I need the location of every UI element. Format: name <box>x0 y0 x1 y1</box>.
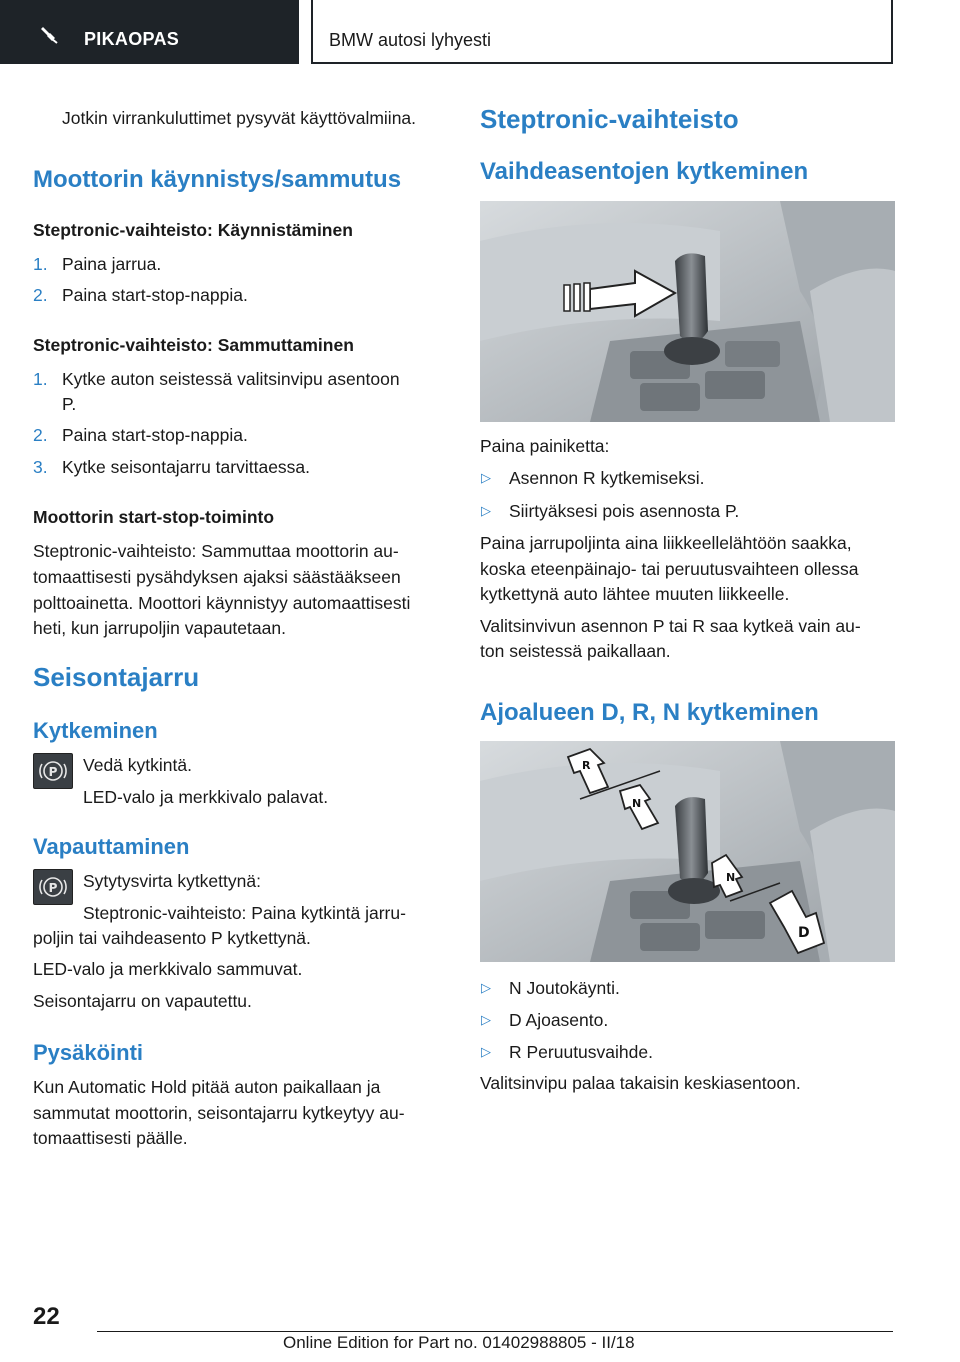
step-text: Kytke auton seistessä valitsinvipu asentoon <box>62 369 400 389</box>
footer-divider <box>97 1331 893 1332</box>
page-number: 22 <box>33 1303 60 1330</box>
triangle-bullet-icon: ▷ <box>481 1012 491 1027</box>
step-text: Paina start-stop-nappia. <box>62 425 248 445</box>
paragraph-line: Kun Automatic Hold pitää auton paikallaan ja <box>33 1077 381 1097</box>
step-text: P. <box>62 394 77 414</box>
step-text: Kytke seisontajarru tarvittaessa. <box>62 457 311 477</box>
paragraph-line: Paina painiketta: <box>480 436 610 456</box>
paragraph-line: koska eteenpäinajo- tai peruutusvaihteen ollessa <box>480 559 859 579</box>
triangle-bullet-icon: ▷ <box>481 1044 491 1059</box>
bullet-text: R Peruutusvaihde. <box>509 1042 653 1062</box>
svg-text:P: P <box>48 881 58 895</box>
step-number: 3. <box>33 457 48 477</box>
heading-moottori: Moottorin käynnistys/sammutus <box>33 166 402 193</box>
heading-ajoalue: Ajoalueen D, R, N kytkeminen <box>480 699 819 726</box>
paragraph-line: sammutat moottorin, seisontajarru kytkeytyy au‐ <box>33 1103 405 1123</box>
paragraph-line: Seisontajarru on vapautettu. <box>33 991 252 1011</box>
bullet-text: N Joutokäynti. <box>509 978 620 998</box>
section-tab[interactable] <box>311 0 893 64</box>
step-number: 2. <box>33 425 48 445</box>
svg-text:P: P <box>48 765 58 779</box>
drive-range-photo <box>480 741 895 962</box>
chapter-label: PIKAOPAS <box>84 29 180 49</box>
subheading-stop: Steptronic-vaihteisto: Sammuttaminen <box>33 335 354 355</box>
bullet-text: Asennon R kytkemiseksi. <box>509 468 705 488</box>
footer-edition: Online Edition for Part no. 01402988805 - II/18 <box>283 1333 635 1352</box>
paragraph-line: polttoainetta. Moottori käynnistyy automaattisesti <box>33 593 411 613</box>
parking-brake-icon <box>33 869 73 905</box>
chapter-tab[interactable] <box>0 0 299 64</box>
paragraph-line: Sytytysvirta kytkettynä: <box>83 871 261 891</box>
img2-label-n: N <box>632 797 642 810</box>
paragraph-line: poljin tai vaihdeasento P kytkettynä. <box>33 928 311 948</box>
img2-label-n2: N <box>726 871 736 884</box>
paragraph-line: tomaattisesti pysähdyksen ajaksi säästääkseen <box>33 567 401 587</box>
paragraph-line: Valitsinvivun asennon P tai R saa kytkeä vain au‐ <box>480 616 861 636</box>
step-text: Paina jarrua. <box>62 254 162 274</box>
paragraph-line: Valitsinvipu palaa takaisin keskiasentoon. <box>480 1073 801 1093</box>
heading-vaihdeasennot: Vaihdeasentojen kytkeminen <box>480 158 809 185</box>
triangle-bullet-icon: ▷ <box>481 980 491 995</box>
pin-icon <box>40 26 58 44</box>
heading-steptronic: Steptronic-vaihteisto <box>480 104 739 134</box>
parking-brake-icon <box>33 753 73 789</box>
paragraph-line: Paina jarrupoljinta aina liikkeellelähtöön saakka, <box>480 533 852 553</box>
triangle-bullet-icon: ▷ <box>481 470 491 485</box>
step-number: 1. <box>33 369 48 389</box>
step-number: 1. <box>33 254 48 274</box>
heading-seisontajarru: Seisontajarru <box>33 662 200 692</box>
paragraph-line: Steptronic-vaihteisto: Sammuttaa moottorin au‐ <box>33 541 399 561</box>
heading-kytkeminen: Kytkeminen <box>33 718 158 743</box>
intro-text: Jotkin virrankuluttimet pysyvät käyttövalmiina. <box>62 108 417 128</box>
img2-label-r: R <box>582 759 591 772</box>
paragraph-line: LED-valo ja merkkivalo sammuvat. <box>33 959 303 979</box>
subheading-start: Steptronic-vaihteisto: Käynnistäminen <box>33 220 353 240</box>
paragraph-line: ton seistessä paikallaan. <box>480 641 671 661</box>
paragraph-line: LED-valo ja merkkivalo palavat. <box>83 787 329 807</box>
heading-pysakointi: Pysäköinti <box>33 1040 144 1065</box>
subheading-startstop: Moottorin start-stop-toiminto <box>33 507 275 527</box>
paragraph-line: tomaattisesti päälle. <box>33 1128 188 1148</box>
section-label: BMW autosi lyhyesti <box>329 30 492 50</box>
gear-selector-photo <box>480 201 895 422</box>
paragraph-line: heti, kun jarrupoljin vapautetaan. <box>33 618 286 638</box>
paragraph-line: Vedä kytkintä. <box>83 755 192 775</box>
bullet-text: D Ajoasento. <box>509 1010 609 1030</box>
triangle-bullet-icon: ▷ <box>481 503 491 518</box>
bullet-text: Siirtyäksesi pois asennosta P. <box>509 501 740 521</box>
paragraph-line: Steptronic-vaihteisto: Paina kytkintä jarru‐ <box>83 903 406 923</box>
step-text: Paina start-stop-nappia. <box>62 285 248 305</box>
img2-label-d: D <box>798 925 810 941</box>
step-number: 2. <box>33 285 48 305</box>
heading-vapauttaminen: Vapauttaminen <box>33 834 190 859</box>
paragraph-line: kytkettynä auto lähtee muuten liikkeelle. <box>480 584 790 604</box>
